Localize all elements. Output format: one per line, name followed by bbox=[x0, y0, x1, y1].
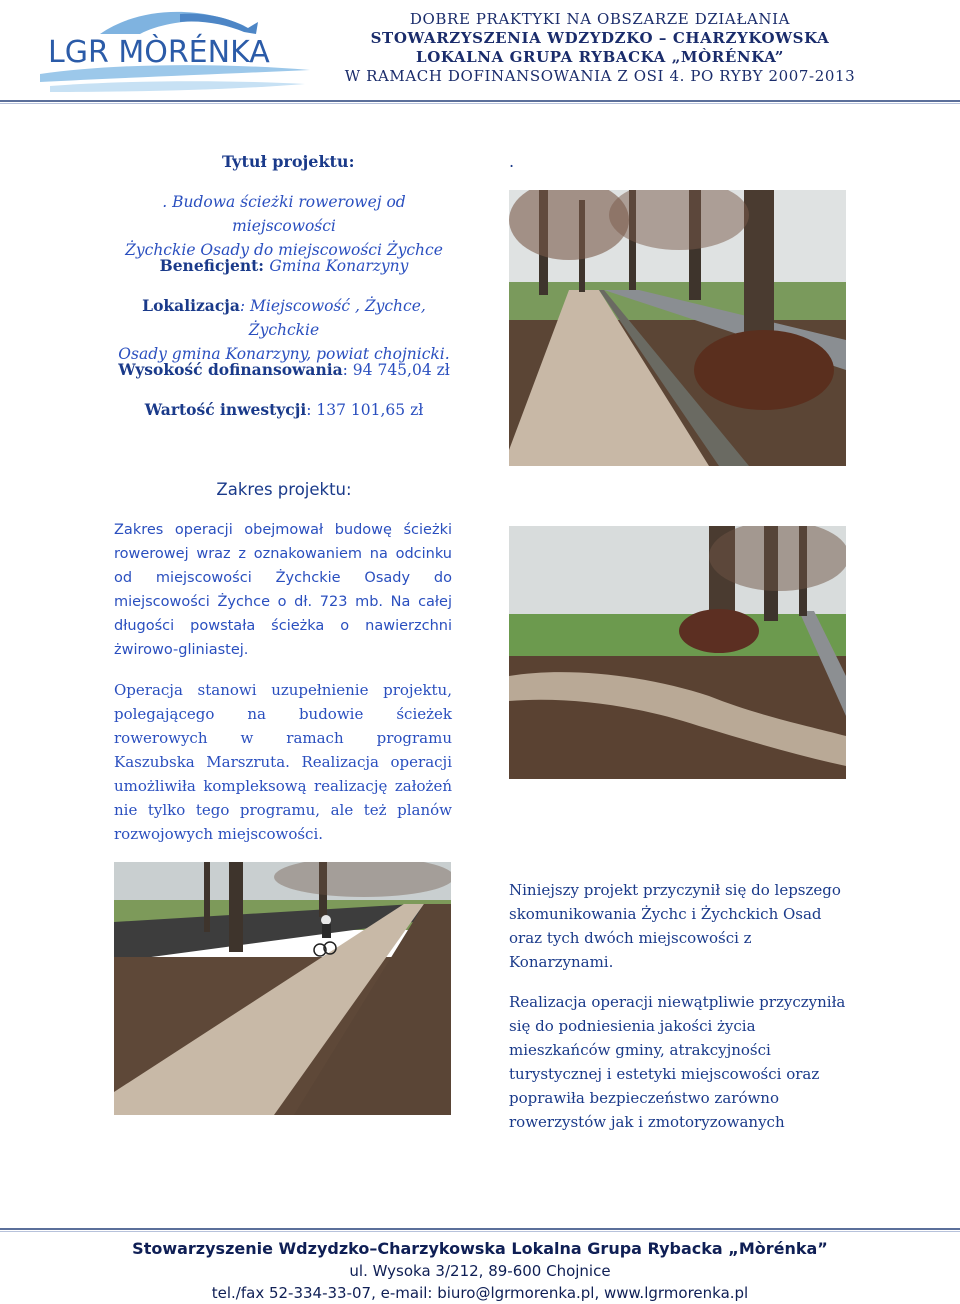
beneficiary-value: Gmina Konarzyny bbox=[269, 257, 409, 275]
header-line-2: STOWARZYSZENIA WDZYDZKO – CHARZYKOWSKA bbox=[370, 29, 830, 47]
funding-label: Wysokość dofinansowania bbox=[118, 360, 343, 379]
project-title-value bbox=[114, 190, 454, 262]
project-title-line-2: Żychckie Osady do miejscowości Żychce bbox=[125, 241, 443, 259]
location bbox=[114, 294, 454, 366]
scope-heading: Zakres projektu: bbox=[216, 480, 352, 499]
footer bbox=[0, 1238, 960, 1304]
header-line-3: LOKALNA GRUPA RYBACKA „MÒRÉNKA” bbox=[416, 48, 784, 66]
results-paragraph-1: Niniejszy projekt przyczynił się do lepszego skomunikowania Żychc i Żychckich Osad oraz tych dwóch miejscowości z Konarzynami. bbox=[509, 881, 841, 971]
header-line-4: W RAMACH DOFINANSOWANIA Z OSI 4. PO RYBY 2007-2013 bbox=[344, 67, 856, 85]
location-value-1: : Miejscowość , Żychce, Żychckie bbox=[239, 297, 426, 339]
header-rule bbox=[0, 100, 960, 102]
footer-org-name: Stowarzyszenie Wdzydzko–Charzykowska Lokalna Grupa Rybacka „Mòrénka” bbox=[132, 1239, 828, 1258]
footer-rule-thin bbox=[0, 1231, 960, 1232]
investment-label: Wartość inwestycji bbox=[144, 400, 307, 419]
investment-value: : 137 101,65 zł bbox=[306, 401, 424, 419]
photo-cyclist-on-path bbox=[114, 862, 451, 1115]
location-value-2: Osady gmina Konarzyny, powiat chojnicki. bbox=[118, 345, 450, 363]
footer-address: ul. Wysoka 3/212, 89-600 Chojnice bbox=[349, 1262, 611, 1280]
logo-text: LGR MÒRÉNKA bbox=[48, 35, 270, 70]
header-line-1: DOBRE PRAKTYKI NA OBSZARZE DZIAŁANIA bbox=[409, 10, 791, 28]
project-title-dot: . bbox=[509, 152, 515, 171]
funding-value: : 94 745,04 zł bbox=[342, 361, 450, 379]
header-title-block bbox=[305, 10, 895, 86]
footer-contact: tel./fax 52-334-33-07, e-mail: biuro@lgrmorenka.pl, www.lgrmorenka.pl bbox=[211, 1284, 749, 1302]
investment bbox=[114, 398, 454, 422]
beneficiary bbox=[114, 254, 454, 278]
lgr-morenka-logo bbox=[30, 4, 320, 99]
scope-paragraph-2: Operacja stanowi uzupełnienie projektu, polegającego na budowie ścieżek rowerowych w ramach programu Kaszubska Marszruta. Realizacja operacji umożliwiła kompleksową realizację założeń nie tylko tego programu, ale też planów rozwojowych miejscowości. bbox=[114, 681, 452, 843]
beneficiary-label: Beneficjent: bbox=[159, 256, 270, 275]
photo-bike-path-trees bbox=[509, 190, 846, 466]
header-rule-thin bbox=[0, 103, 960, 104]
project-title-label: Tytuł projektu: bbox=[222, 152, 355, 171]
location-label: Lokalizacja bbox=[142, 296, 240, 315]
project-title-line-1: . Budowa ścieżki rowerowej od miejscowości bbox=[162, 193, 406, 235]
scope-paragraph-1: Zakres operacji obejmował budowę ścieżki rowerowej wraz z oznakowaniem na odcinku od miejscowości Żychckie Osady do miejscowości Żychce o dł. 723 mb. Na całej długości powstała ścieżka o nawierzchni żwirowo-gliniastej. bbox=[114, 522, 452, 658]
results-paragraph-2: Realizacja operacji niewątpliwie przyczyniła się do podniesienia jakości życia mieszkańców gminy, atrakcyjności turystycznej i estetyki miejscowości oraz poprawiła bezpieczeństwo zarówno rowerzystów jak i zmotoryzowanych bbox=[509, 993, 846, 1131]
funding bbox=[114, 358, 454, 382]
footer-rule bbox=[0, 1228, 960, 1230]
photo-curved-path bbox=[509, 526, 846, 779]
